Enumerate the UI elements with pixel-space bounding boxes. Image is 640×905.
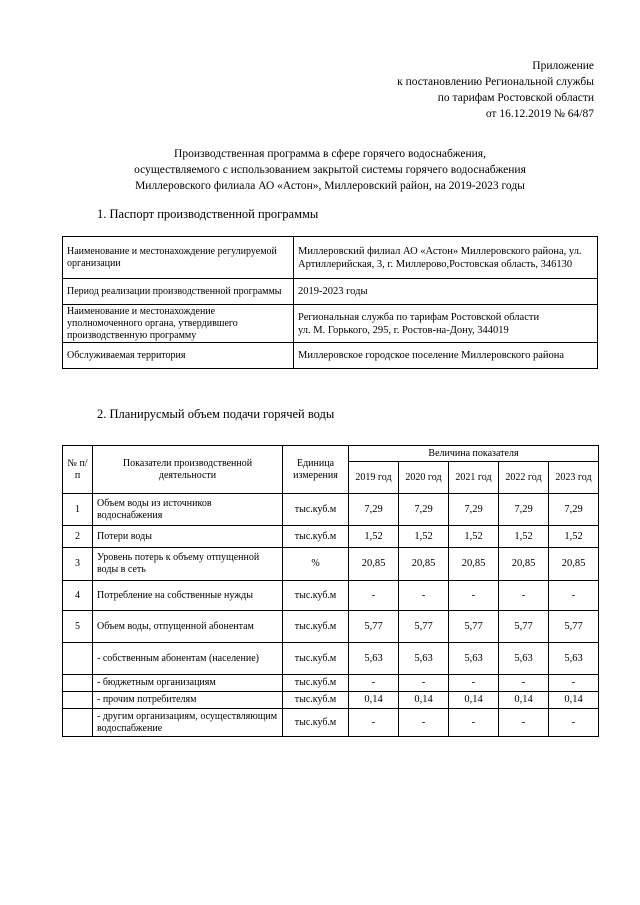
row-value: - <box>499 675 549 692</box>
row-value: 5,77 <box>349 611 399 643</box>
table-row <box>63 675 599 692</box>
header-row <box>63 446 599 462</box>
row-num: 4 <box>63 581 93 611</box>
row-unit: тыс.куб.м <box>283 494 349 526</box>
appendix-line-4: от 16.12.2019 № 64/87 <box>485 108 594 120</box>
passport-label: Наименование и местонахождение регулируемой организации <box>63 237 294 279</box>
passport-value: Миллеровский филиал АО «Астон» Миллеровского района, ул. Артиллерийская, 3, г. Миллерово,Ростовская область, 346130 <box>294 237 598 279</box>
table-row <box>63 709 599 737</box>
row-value: 5,63 <box>349 643 399 675</box>
header-year: 2022 год <box>499 462 549 494</box>
table-row <box>63 343 598 369</box>
row-value: 5,63 <box>449 643 499 675</box>
header-num: № п/п <box>63 446 93 494</box>
row-num <box>63 643 93 675</box>
row-num <box>63 692 93 709</box>
row-unit: тыс.куб.м <box>283 611 349 643</box>
row-label: - бюджетным организациям <box>93 675 283 692</box>
passport-label: Наименование и местонахождение уполномоченного органа, утвердившего производственную программу <box>63 305 294 343</box>
table-row <box>63 494 599 526</box>
row-unit: тыс.куб.м <box>283 692 349 709</box>
row-value: 7,29 <box>349 494 399 526</box>
row-num: 3 <box>63 548 93 581</box>
row-num <box>63 709 93 737</box>
row-value: 5,63 <box>399 643 449 675</box>
row-value: 5,63 <box>549 643 599 675</box>
row-num: 5 <box>63 611 93 643</box>
title-line-2: осуществляемого с использованием закрытой системы горячего водоснабжения <box>134 164 526 176</box>
passport-value: Миллеровское городское поселение Миллеровского района <box>294 343 598 369</box>
row-value: 5,77 <box>399 611 449 643</box>
row-value: 7,29 <box>399 494 449 526</box>
row-value: 20,85 <box>349 548 399 581</box>
row-value: - <box>549 581 599 611</box>
row-label: - другим организациям, осуществляющим водоспабжение <box>93 709 283 737</box>
row-unit: % <box>283 548 349 581</box>
row-value: 1,52 <box>549 526 599 548</box>
passport-value-line-2: ул. М. Горького, 295, г. Ростов-на-Дону, 344019 <box>298 324 509 336</box>
table-row <box>63 526 599 548</box>
row-value: 20,85 <box>499 548 549 581</box>
row-value: 5,77 <box>449 611 499 643</box>
header-indicator: Показатели производственной деятельности <box>93 446 283 494</box>
document-title <box>60 146 600 194</box>
row-value: - <box>549 675 599 692</box>
row-value: - <box>449 675 499 692</box>
row-label: - собственным абонентам (население) <box>93 643 283 675</box>
passport-label: Период реализации производственной программы <box>63 279 294 305</box>
row-value: 1,52 <box>399 526 449 548</box>
row-unit: тыс.куб.м <box>283 675 349 692</box>
row-value: 7,29 <box>549 494 599 526</box>
row-unit: тыс.куб.м <box>283 709 349 737</box>
row-value: 7,29 <box>499 494 549 526</box>
row-value: - <box>349 581 399 611</box>
table-row <box>63 237 598 279</box>
header-year: 2020 год <box>399 462 449 494</box>
table-row <box>63 548 599 581</box>
appendix-header <box>397 58 594 122</box>
passport-value <box>294 305 598 343</box>
appendix-line-1: Приложение <box>532 60 594 72</box>
appendix-line-2: к постановлению Региональной службы <box>397 76 594 88</box>
table-row <box>63 305 598 343</box>
table-row <box>63 692 599 709</box>
row-value: - <box>449 581 499 611</box>
row-value: 0,14 <box>449 692 499 709</box>
row-value: 5,63 <box>499 643 549 675</box>
row-value: 1,52 <box>349 526 399 548</box>
passport-table <box>62 236 598 369</box>
row-label: - прочим потребителям <box>93 692 283 709</box>
row-num: 1 <box>63 494 93 526</box>
water-volume-table <box>62 445 599 737</box>
row-value: - <box>499 581 549 611</box>
table-row <box>63 279 598 305</box>
table-row <box>63 611 599 643</box>
table-row <box>63 581 599 611</box>
row-label: Объем воды из источников водоснабжения <box>93 494 283 526</box>
section-1-heading: 1. Паспорт производственной программы <box>97 207 319 221</box>
row-value: 0,14 <box>399 692 449 709</box>
row-value: 0,14 <box>349 692 399 709</box>
row-value: 0,14 <box>549 692 599 709</box>
passport-label: Обслуживаемая территория <box>63 343 294 369</box>
table-row <box>63 643 599 675</box>
row-label: Объем воды, отпущенной абонентам <box>93 611 283 643</box>
row-label: Потери воды <box>93 526 283 548</box>
row-value: - <box>399 675 449 692</box>
row-value: 1,52 <box>449 526 499 548</box>
row-value: - <box>449 709 499 737</box>
row-label: Уровень потерь к объему отпущенной воды в сеть <box>93 548 283 581</box>
header-value-group: Величина показателя <box>349 446 599 462</box>
row-value: 7,29 <box>449 494 499 526</box>
title-line-3: Миллеровского филиала АО «Астон», Миллеровский район, на 2019-2023 годы <box>135 180 525 192</box>
row-value: - <box>549 709 599 737</box>
row-value: 20,85 <box>549 548 599 581</box>
passport-value-line-1: Региональная служба по тарифам Ростовской области <box>298 311 540 323</box>
section-2-heading: 2. Планирусмый объем подачи горячей воды <box>97 407 335 421</box>
title-line-1: Производственная программа в сфере горячего водоснабжения, <box>174 148 486 160</box>
row-value: - <box>349 709 399 737</box>
header-year: 2021 год <box>449 462 499 494</box>
row-value: - <box>399 581 449 611</box>
row-unit: тыс.куб.м <box>283 643 349 675</box>
row-unit: тыс.куб.м <box>283 526 349 548</box>
passport-value: 2019-2023 годы <box>294 279 598 305</box>
header-year: 2023 год <box>549 462 599 494</box>
row-value: 5,77 <box>499 611 549 643</box>
row-value: - <box>499 709 549 737</box>
row-num <box>63 675 93 692</box>
row-value: 1,52 <box>499 526 549 548</box>
row-value: 5,77 <box>549 611 599 643</box>
appendix-line-3: по тарифам Ростовской области <box>437 92 594 104</box>
row-value: 0,14 <box>499 692 549 709</box>
row-value: 20,85 <box>399 548 449 581</box>
row-value: - <box>399 709 449 737</box>
row-unit: тыс.куб.м <box>283 581 349 611</box>
row-value: - <box>349 675 399 692</box>
row-value: 20,85 <box>449 548 499 581</box>
row-label: Потребление на собственные нужды <box>93 581 283 611</box>
row-num: 2 <box>63 526 93 548</box>
header-unit: Единица измерения <box>283 446 349 494</box>
header-year: 2019 год <box>349 462 399 494</box>
